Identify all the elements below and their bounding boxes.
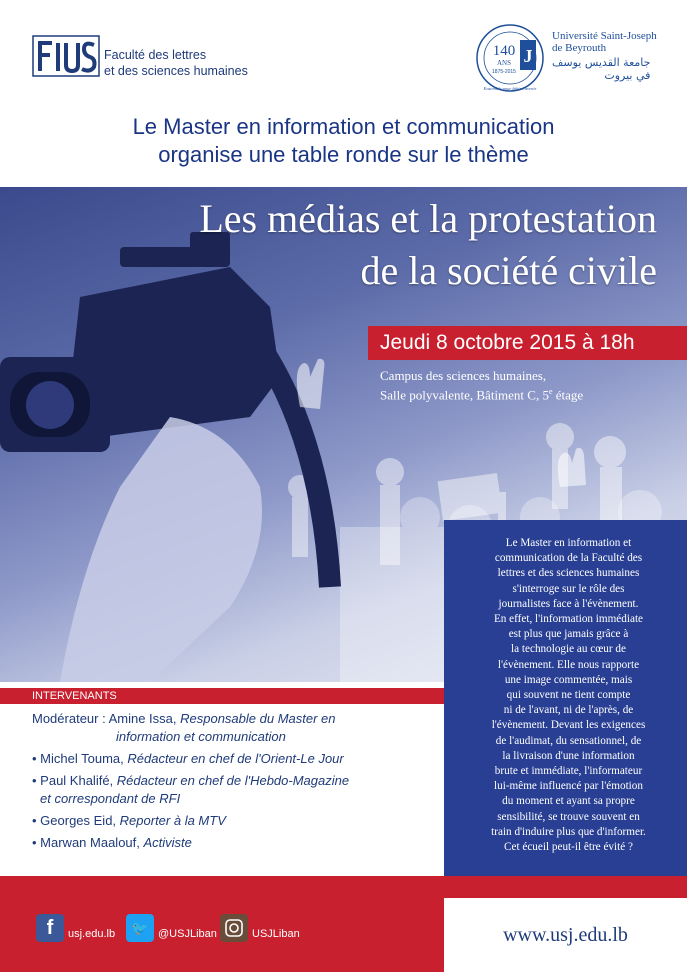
speaker-role: Rédacteur en chef de l'Orient-Le Jour	[127, 751, 344, 766]
description-line: une image commentée, mais	[504, 673, 633, 686]
description-box	[444, 520, 687, 898]
usj-name-line-1: Université Saint-Joseph	[552, 30, 657, 42]
venue-superscript: e	[548, 387, 553, 396]
twitter-icon: 🐦	[126, 914, 154, 942]
speaker-item	[32, 812, 432, 830]
event-title	[199, 193, 657, 297]
title-line-2: de la société civile	[360, 248, 657, 293]
speaker-role-cont: et correspondant de RFI	[40, 791, 181, 806]
usj-name	[552, 30, 657, 54]
moderator-item	[32, 710, 432, 746]
moderator-role-cont: information et communication	[116, 729, 286, 744]
subtitle-line-2: organise une table ronde sur le thème	[158, 142, 529, 167]
faculty-line-2: et des sciences humaines	[104, 64, 248, 78]
twitter-link[interactable]	[126, 912, 217, 942]
seal-ans: ANS	[496, 59, 512, 67]
description-line: s'interroge sur le rôle des	[512, 582, 625, 595]
description-line: ni de l'avant, ni de l'après, de	[503, 704, 634, 717]
description-text	[462, 536, 675, 855]
title-line-1: Les médias et la protestation	[199, 196, 657, 241]
description-line: sensibilité, se trouve souvent en	[497, 810, 640, 823]
instagram-link[interactable]	[220, 912, 300, 942]
speakers-list	[32, 710, 432, 856]
speaker-name: • Georges Eid,	[32, 813, 120, 828]
speaker-role: Activiste	[143, 835, 192, 850]
speaker-item	[32, 750, 432, 768]
moderator-role: Responsable du Master en	[180, 711, 336, 726]
venue-line-2-end: étage	[552, 387, 584, 403]
description-line: brute et immédiate, l'informateur	[494, 765, 643, 778]
facebook-icon: f	[36, 914, 64, 942]
description-line: lui-même influencé par l'émotion	[494, 780, 643, 793]
description-line: train d'induire plus que d'informer.	[491, 825, 646, 838]
description-line: journalistes face à l'évènement.	[498, 597, 639, 610]
description-line: Cet écueil peut-il être évité ?	[504, 841, 633, 854]
speaker-name: • Paul Khalifé,	[32, 773, 117, 788]
usj-arabic-line-1: جامعة القديس يوسف	[552, 56, 651, 69]
speaker-name: • Marwan Maalouf,	[32, 835, 144, 850]
description-line: qui souvent ne tient compte	[506, 689, 631, 702]
faculty-line-1: Faculté des lettres	[104, 48, 207, 62]
usj-arabic-line-2: في بيروت	[604, 69, 651, 82]
usj-arabic-name	[552, 56, 650, 82]
description-line: l'évènement. Devant les exigences	[491, 719, 646, 732]
description-line: En effet, l'information immédiate	[493, 613, 644, 626]
faculty-name	[104, 47, 248, 79]
speaker-name: • Michel Touma,	[32, 751, 128, 766]
svg-text:J: J	[523, 46, 533, 66]
seal-years: 1875-2015	[492, 69, 516, 75]
moderator-name: Modérateur : Amine Issa,	[32, 711, 181, 726]
description-line: Le Master en information et	[505, 537, 632, 549]
faculty-logo	[32, 35, 100, 77]
venue-line-1: Campus des sciences humaines,	[380, 368, 547, 383]
venue-line-2-text: Salle polyvalente, Bâtiment C, 5	[380, 387, 549, 403]
speaker-role: Reporter à la MTV	[119, 813, 226, 828]
speaker-item	[32, 772, 432, 808]
website-link[interactable]: www.usj.edu.lb	[503, 924, 628, 946]
event-subtitle	[0, 113, 687, 169]
twitter-label: @USJLiban	[158, 928, 217, 940]
description-line: l'évènement. Elle nous rapporte	[497, 658, 640, 671]
speaker-role: Rédacteur en chef de l'Hebdo-Magazine	[116, 773, 350, 788]
description-line: la livraison d'une information	[502, 749, 635, 762]
facebook-link[interactable]	[36, 912, 115, 942]
usj-anniversary-seal	[474, 22, 546, 94]
usj-name-line-2: de Beyrouth	[552, 42, 607, 54]
description-line: du moment et ayant sa propre	[502, 795, 635, 808]
facebook-label: usj.edu.lb	[68, 928, 116, 940]
description-line: de l'audimat, du sensationnel, de	[495, 734, 642, 747]
subtitle-line-1: Le Master en information et communication	[132, 114, 555, 139]
seal-number: 140	[492, 43, 516, 59]
event-venue	[380, 368, 583, 403]
seal-motto: Ensemble pour bâtir l'avenir	[483, 86, 537, 91]
instagram-label: USJLiban	[252, 928, 300, 940]
description-line: lettres et des sciences humaines	[497, 567, 640, 580]
description-line: est plus que jamais grâce à	[508, 628, 629, 641]
speakers-heading: INTERVENANTS	[0, 688, 444, 704]
description-line: communication de la Faculté des	[494, 552, 643, 565]
speaker-item	[32, 834, 432, 852]
description-line: la technologie au cœur de	[511, 643, 626, 656]
venue-line-2	[380, 384, 583, 403]
instagram-icon	[220, 914, 248, 942]
event-date-banner: Jeudi 8 octobre 2015 à 18h	[368, 326, 687, 360]
